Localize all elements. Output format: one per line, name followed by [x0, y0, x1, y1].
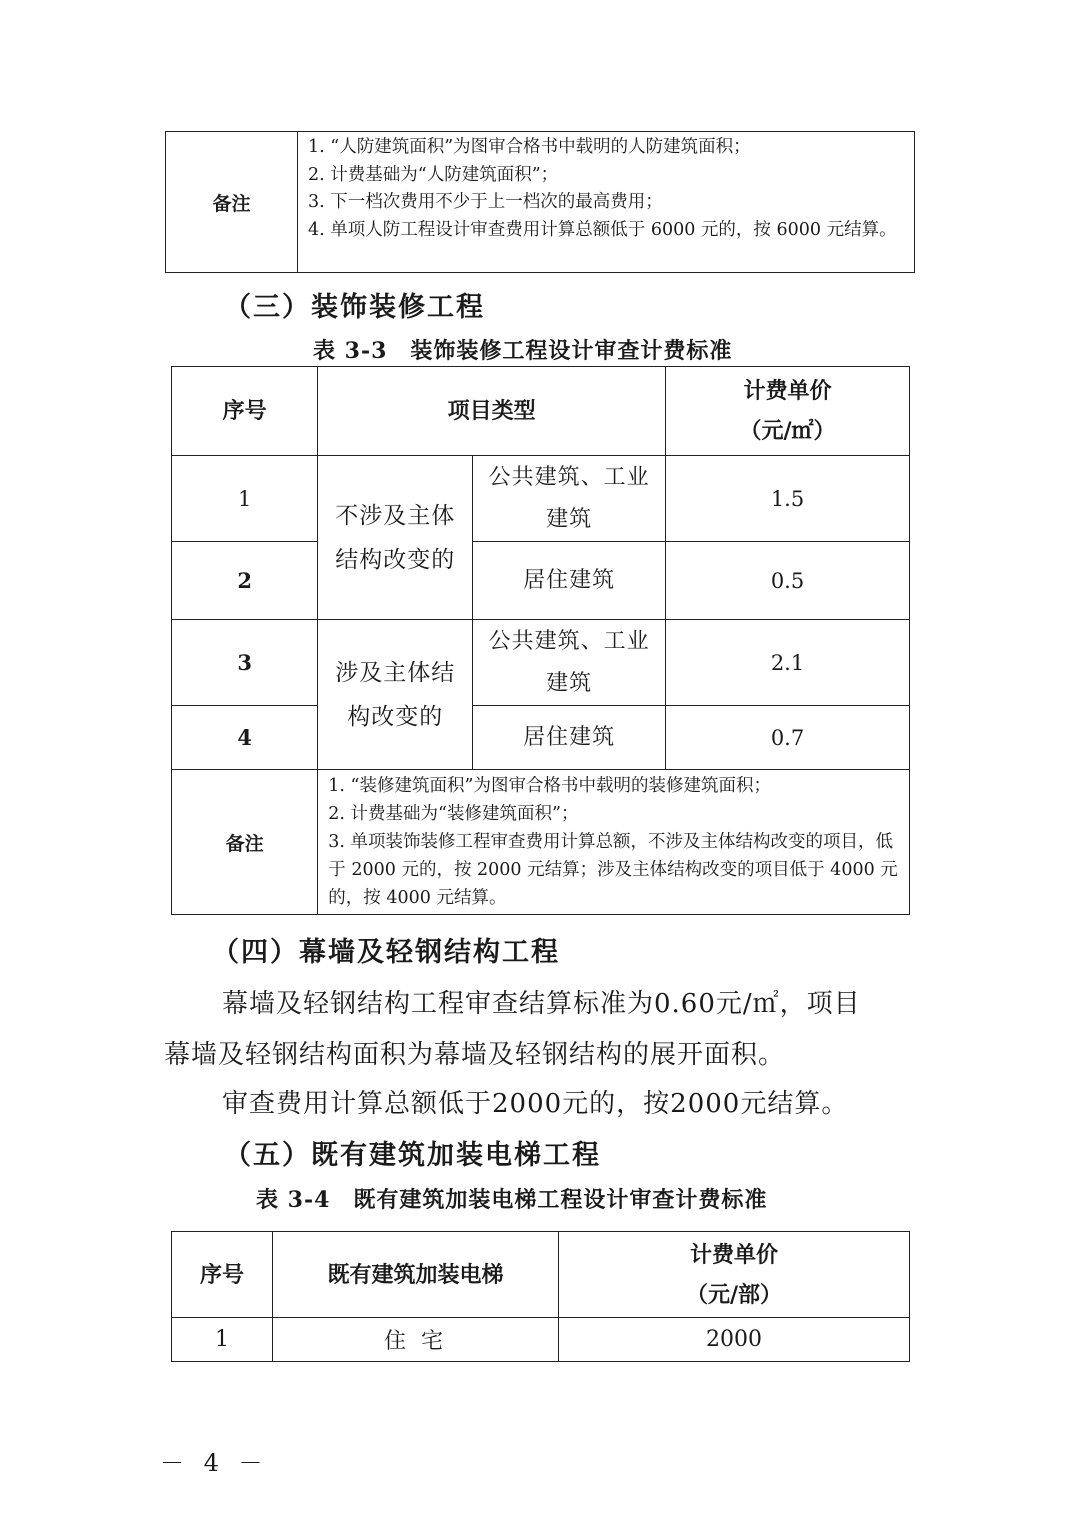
remark-line: 4. 单项人防工程设计审查费用计算总额低于 6000 元的，按 6000 元结算。	[308, 219, 897, 240]
row-seq: 3	[172, 620, 318, 706]
remark-line: 2. 计费基础为“装修建筑面积”；	[328, 804, 579, 824]
header-price	[559, 1232, 910, 1318]
group-cell	[318, 456, 473, 620]
header-price-line2: （元/部）	[685, 1281, 783, 1308]
subtype-text: 公共建筑、工业建筑	[488, 628, 650, 696]
header-price-line1: 计费单价	[689, 1241, 778, 1268]
price-cell: 2.1	[666, 620, 910, 706]
remarks-label: 备注	[166, 132, 298, 273]
section-4-heading: （四）幕墙及轻钢结构工程	[212, 937, 560, 968]
row-seq: 1	[172, 456, 318, 542]
row-item: 住 宅	[273, 1318, 559, 1362]
price-cell: 0.7	[666, 706, 910, 770]
subtype-cell: 居住建筑	[473, 706, 666, 770]
subtype-cell: 居住建筑	[473, 542, 666, 620]
section-5-heading: （五）既有建筑加装电梯工程	[224, 1140, 601, 1171]
remark-line: 1. “人防建筑面积”为图审合格书中载明的人防建筑面积；	[308, 137, 751, 157]
decoration-fee-table	[171, 366, 910, 915]
row-price: 2000	[559, 1318, 910, 1362]
page-number: － 4 －	[160, 1449, 269, 1477]
header-price	[666, 367, 910, 456]
subtype-cell	[473, 620, 666, 706]
header-seq: 序号	[172, 367, 318, 456]
table-3-3-caption: 表 3-3 装饰装修工程设计审查计费标准	[313, 338, 733, 364]
price-cell: 1.5	[666, 456, 910, 542]
group-cell	[318, 620, 473, 770]
remark-line: 3. 下一档次费用不少于上一档次的最高费用；	[308, 192, 663, 212]
table-3-4-caption: 表 3-4 既有建筑加装电梯工程设计审查计费标准	[256, 1187, 768, 1213]
remarks-label: 备注	[172, 770, 318, 915]
row-seq: 4	[172, 706, 318, 770]
remarks-notes	[298, 132, 915, 273]
section-4-para-line1: 幕墙及轻钢结构工程审查结算标准为0.60元/㎡，项目	[222, 989, 861, 1019]
header-price-line2: （元/㎡）	[739, 418, 836, 444]
subtype-cell	[473, 456, 666, 542]
header-item: 既有建筑加装电梯	[273, 1232, 559, 1318]
row-seq: 2	[172, 542, 318, 620]
section-4-para-line2: 幕墙及轻钢结构面积为幕墙及轻钢结构的展开面积。	[164, 1040, 786, 1070]
price-cell: 0.5	[666, 542, 910, 620]
row-seq: 1	[172, 1318, 273, 1362]
section-4-para2: 审查费用计算总额低于2000元的，按2000元结算。	[222, 1089, 849, 1119]
group-name: 涉及主体结构改变的	[335, 659, 456, 730]
header-seq: 序号	[172, 1232, 273, 1318]
header-type: 项目类型	[318, 367, 666, 456]
group-name: 不涉及主体结构改变的	[335, 502, 456, 573]
header-price-line1: 计费单价	[743, 378, 832, 404]
remark-line: 2. 计费基础为“人防建筑面积”；	[308, 164, 559, 185]
subtype-text: 公共建筑、工业建筑	[488, 464, 650, 532]
elevator-fee-table	[171, 1231, 910, 1362]
remark-line: 3. 单项装饰装修工程审查费用计算总额，不涉及主体结构改变的项目，低于 2000 元的，按 2000 元结算；涉及主体结构改变的项目低于 4000 元的，按 4000 元结算。	[328, 832, 898, 908]
section-3-heading: （三）装饰装修工程	[224, 292, 485, 323]
remark-line: 1. “装修建筑面积”为图审合格书中载明的装修建筑面积；	[328, 776, 771, 796]
civil-defense-remarks-table	[165, 131, 915, 273]
remarks-notes	[318, 770, 910, 915]
